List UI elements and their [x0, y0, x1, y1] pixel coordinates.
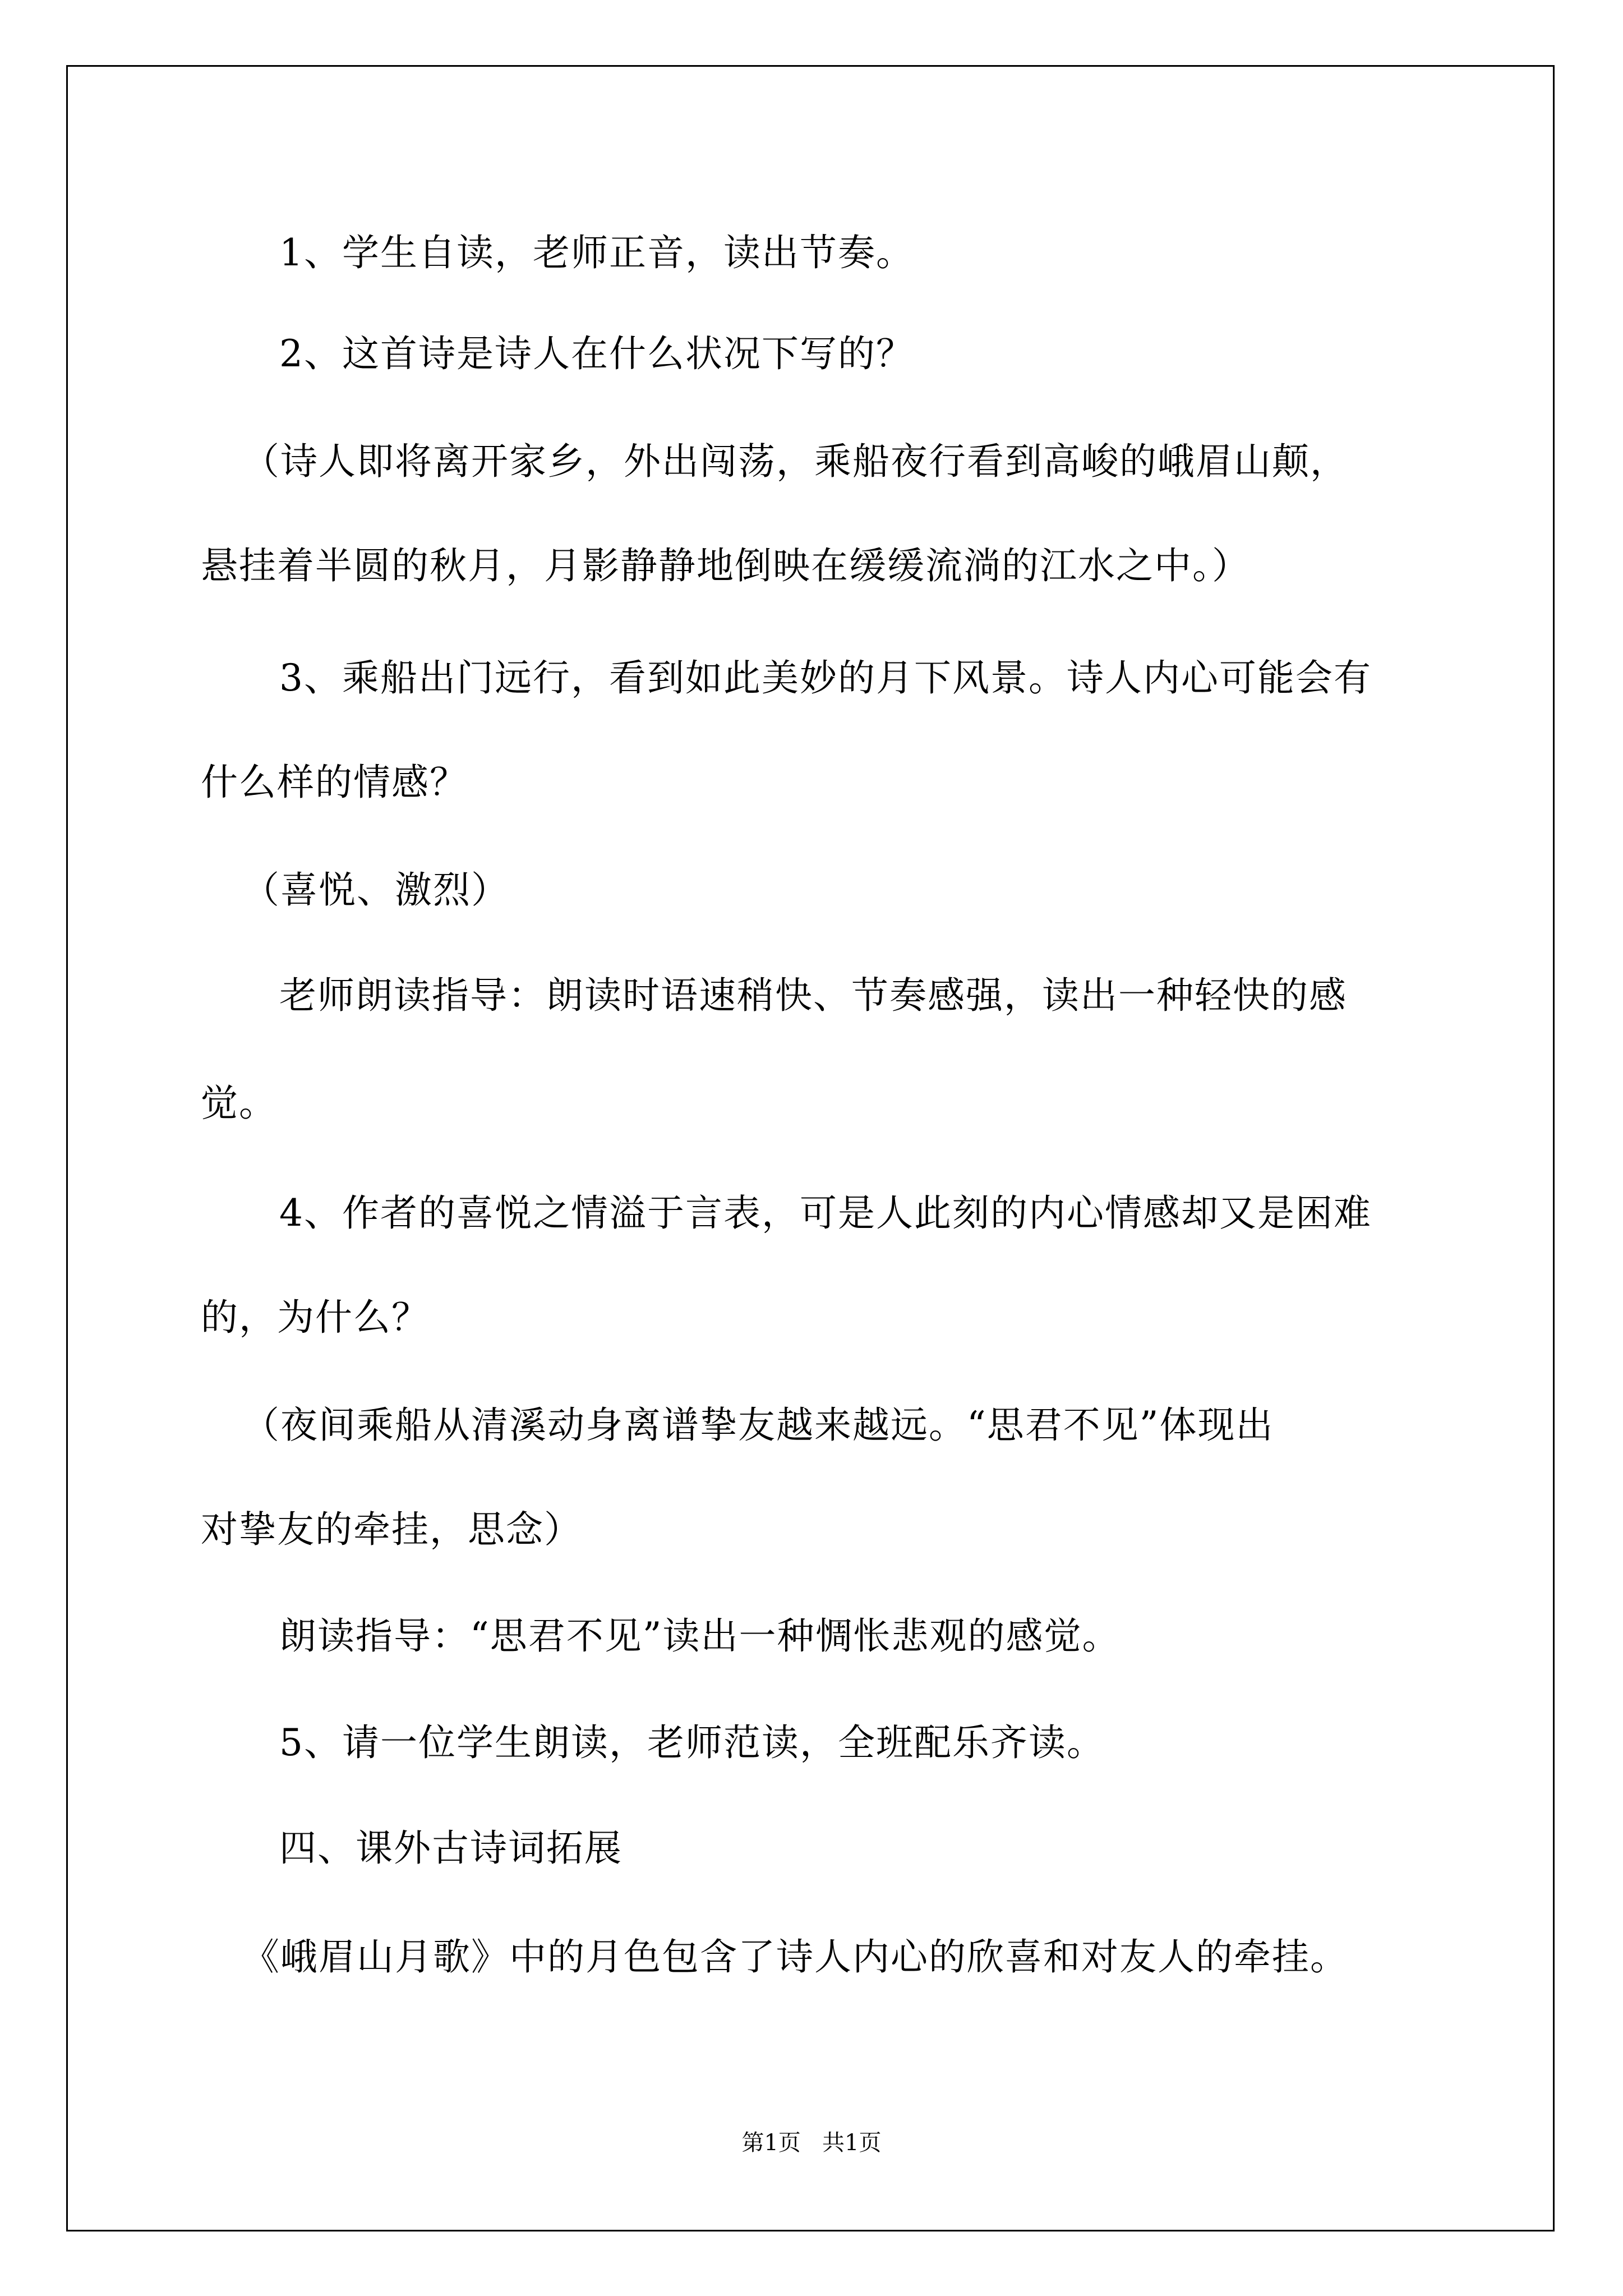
text-line-12: （夜间乘船从清溪动身离谱挚友越来越远。“思君不见”体现出 [242, 1404, 1274, 1447]
text-line-4: 悬挂着半圆的秋月，月影静静地倒映在缓缓流淌的江水之中。） [201, 544, 1250, 587]
text-line-10: 4、作者的喜悦之情溢于言表，可是人此刻的内心情感却又是困难 [279, 1191, 1372, 1235]
text-line-13: 对挚友的牵挂，思念） [201, 1508, 582, 1551]
text-line-11: 的，为什么？ [201, 1296, 430, 1339]
text-line-6: 什么样的情感？ [201, 761, 468, 804]
text-line-14: 朗读指导：“思君不见”读出一种惆怅悲观的感觉。 [279, 1614, 1121, 1658]
text-line-3: （诗人即将离开家乡，外出闯荡，乘船夜行看到高峻的峨眉山颠， [242, 440, 1348, 483]
text-line-5: 3、乘船出门远行，看到如此美妙的月下风景。诗人内心可能会有 [279, 656, 1372, 700]
text-line-9: 觉。 [201, 1082, 277, 1125]
text-line-7: （喜悦、激烈） [242, 868, 509, 912]
text-line-1: 1、学生自读，老师正音，读出节奏。 [279, 231, 914, 274]
text-line-15: 5、请一位学生朗读，老师范读，全班配乐齐读。 [279, 1721, 1105, 1764]
text-line-17: 《峨眉山月歌》中的月色包含了诗人内心的欣喜和对友人的牵挂。 [242, 1935, 1348, 1978]
page-border [66, 65, 1555, 2231]
text-line-8: 老师朗读指导：朗读时语速稍快、节奏感强，读出一种轻快的感 [279, 974, 1347, 1017]
text-line-2: 2、这首诗是诗人在什么状况下写的？ [279, 332, 914, 375]
text-line-16: 四、课外古诗词拓展 [279, 1826, 623, 1870]
page-footer: 第1页 共1页 [741, 2130, 882, 2156]
